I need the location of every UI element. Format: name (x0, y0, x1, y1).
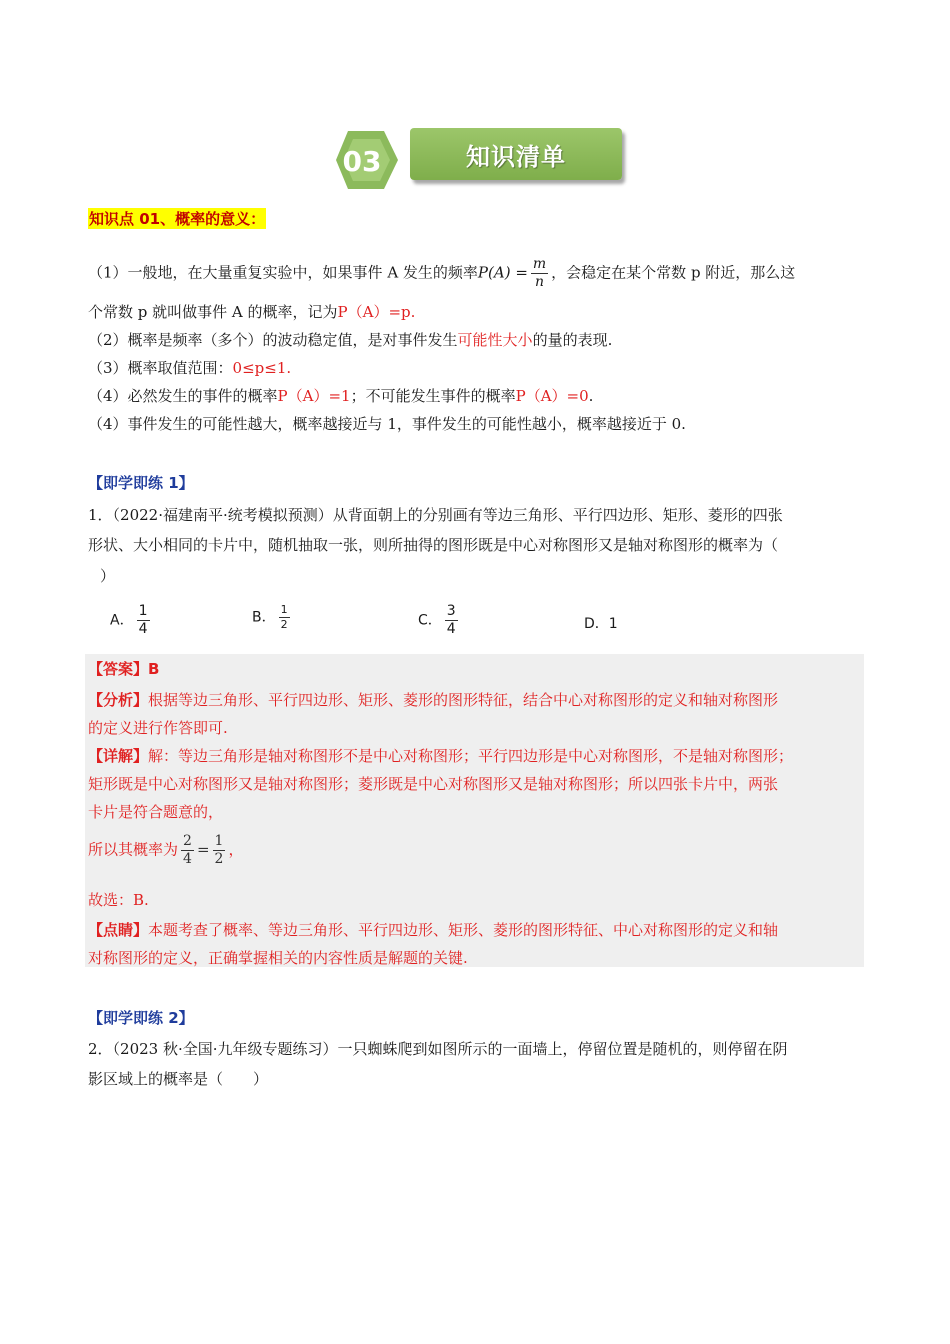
numerator: 2 (183, 833, 192, 849)
detail-tag: 【详解】 (88, 747, 149, 765)
answer-line (88, 659, 159, 679)
formula-fraction (531, 256, 548, 291)
section-banner-title: 知识清单 (466, 143, 566, 171)
probability-fraction-1 (181, 833, 194, 868)
question-2-line-1: 2．（2023 秋·全国·九年级专题练习）一只蜘蛛爬到如图所示的一面墙上，停留位置是随机的，则停留在阴 (88, 1040, 788, 1058)
kp-text: （3）概率取值范围： (88, 359, 233, 377)
analysis-line-1 (88, 690, 778, 710)
comment-tag: 【点睛】 (88, 921, 149, 939)
detail-line-2: 矩形既是中心对称图形又是轴对称图形；菱形既是中心对称图形又是轴对称图形；所以四张卡片中，两张 (88, 775, 779, 793)
question-2-line-2: 影区域上的概率是（ ） (88, 1070, 269, 1088)
kp-line-3 (88, 330, 612, 350)
denominator: 2 (214, 851, 224, 867)
kp-highlight: 0≤p≤1. (232, 359, 292, 377)
comment-text: 本题考查了概率、等边三角形、平行四边形、矩形、菱形的图形特征、中心对称图形的定义和轴 (148, 921, 779, 939)
numerator: 3 (446, 603, 456, 619)
kp-line-1 (88, 256, 795, 291)
analysis-text: 根据等边三角形、平行四边形、矩形、菱形的图形特征，结合中心对称图形的定义和轴对称图形 (148, 691, 779, 709)
detail-line-1 (88, 746, 793, 766)
answer-tag: 【答案】 (88, 660, 149, 678)
analysis-line-2: 的定义进行作答即可. (88, 719, 228, 737)
option-label: B． (252, 609, 276, 626)
knowledge-point-title: 知识点 01、概率的意义： (89, 210, 266, 228)
kp-text: 个常数 p 就叫做事件 A 的概率，记为 (88, 303, 338, 321)
probability-line (88, 833, 243, 868)
section-banner (410, 128, 622, 180)
kp-text: 的量的表现. (532, 331, 613, 349)
formula-lhs: P(A) = (477, 263, 528, 282)
kp-text: （4）必然发生的事件的概率 (88, 387, 278, 405)
section-number-badge (322, 127, 408, 193)
option-value: 1 (608, 616, 618, 632)
option-fraction (445, 603, 458, 638)
denominator: 4 (183, 851, 192, 867)
probability-suffix: ， (228, 840, 244, 859)
kp-highlight: P（A）=0 (515, 387, 589, 405)
kp-text: （2）概率是频率（多个）的波动稳定值，是对事件发生 (88, 331, 458, 349)
analysis-tag: 【分析】 (88, 691, 149, 709)
question-1-line-3: ） (100, 567, 116, 585)
probability-prefix: 所以其概率为 (88, 840, 179, 859)
probability-fraction-2 (213, 833, 226, 868)
kp-text: （1）一般地，在大量重复实验中，如果事件 A 发生的频率 (88, 263, 478, 282)
denominator: 4 (138, 621, 148, 637)
option-label: C． (418, 612, 442, 629)
section-number: 03 (342, 145, 382, 178)
section-badge (322, 123, 627, 193)
kp-text: ；不可能发生事件的概率 (350, 387, 516, 405)
option-label: D． (584, 616, 609, 632)
numerator: 1 (214, 833, 224, 849)
comment-line-2: 对称图形的定义，正确掌握相关的内容性质是解题的关键. (88, 949, 468, 967)
kp-highlight: P（A）=p. (337, 303, 416, 321)
formula-numerator: m (532, 256, 547, 272)
kp-line-5 (88, 386, 593, 406)
kp-highlight: P（A）=1 (277, 387, 351, 405)
question-1-line-1: 1．（2022·福建南平·统考模拟预测）从背面朝上的分别画有等边三角形、平行四边形、矩形、菱形的四张 (88, 506, 783, 524)
choose-line: 故选：B. (88, 891, 149, 909)
formula-denominator: n (535, 274, 545, 290)
question-1-line-2: 形状、大小相同的卡片中，随机抽取一张，则所抽得的图形既是中心对称图形又是轴对称图形的概率为（ (88, 536, 779, 554)
detail-text: 解：等边三角形是轴对称图形不是中心对称图形；平行四边形是中心对称图形，不是轴对称图形； (148, 747, 794, 765)
kp-text: . (588, 387, 594, 405)
practice-1-title: 【即学即练 1】 (88, 474, 194, 492)
option-label: A． (110, 612, 134, 629)
denominator: 2 (280, 618, 288, 631)
option-fraction (137, 603, 150, 638)
practice-2-title: 【即学即练 2】 (88, 1009, 194, 1027)
option-b[interactable] (252, 603, 293, 632)
kp-line-6: （4）事件发生的可能性越大，概率越接近与 1，事件发生的可能性越小，概率越接近于 0. (88, 415, 686, 433)
equals-sign: = (196, 840, 210, 859)
kp-text: ，会稳定在某个常数 p 附近，那么这 (551, 263, 796, 282)
comment-line-1 (88, 920, 778, 940)
option-c[interactable] (418, 603, 461, 638)
detail-line-3: 卡片是符合题意的， (88, 803, 224, 821)
kp-line-2 (88, 302, 415, 322)
denominator: 4 (446, 621, 456, 637)
numerator: 1 (138, 603, 148, 619)
answer-value: B (148, 660, 160, 678)
option-fraction (279, 603, 290, 632)
numerator: 1 (280, 603, 288, 616)
kp-line-4 (88, 358, 291, 378)
kp-highlight: 可能性大小 (457, 331, 533, 349)
option-d[interactable] (584, 613, 618, 633)
option-a[interactable] (110, 603, 153, 638)
